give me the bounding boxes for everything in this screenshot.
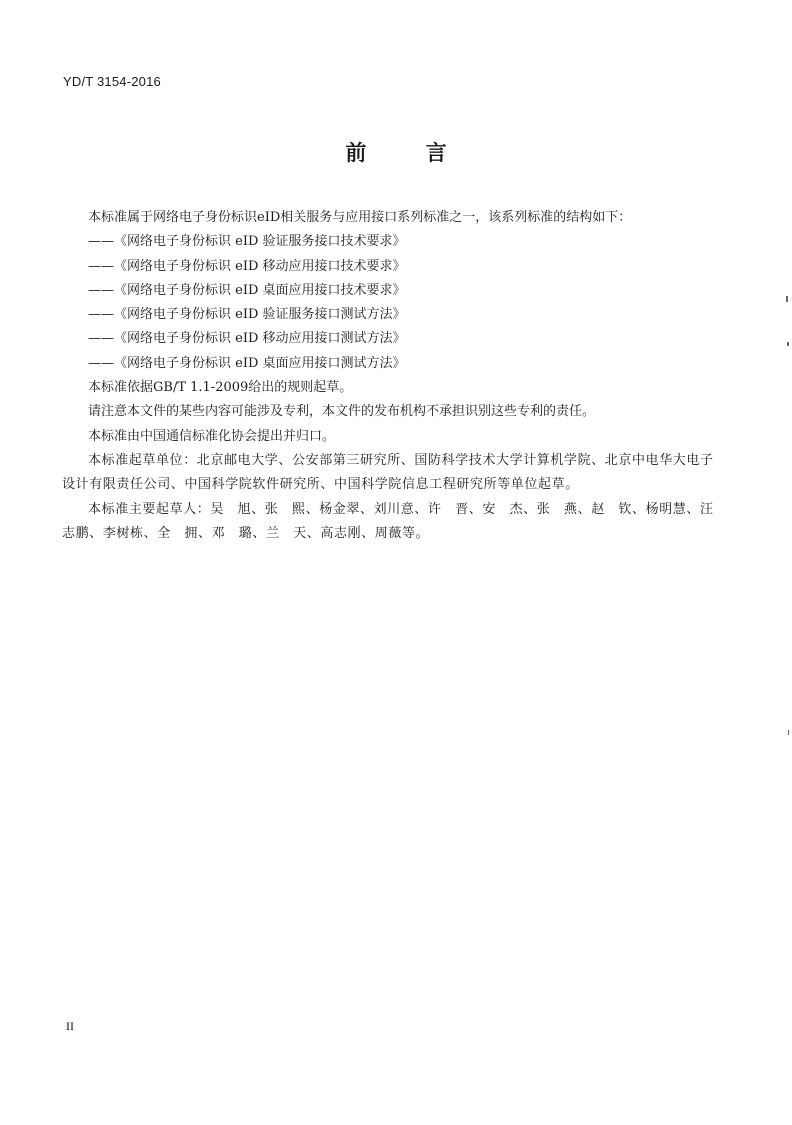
scan-speck bbox=[787, 342, 789, 346]
document-body bbox=[62, 206, 714, 546]
scan-speck bbox=[786, 296, 788, 302]
series-list-item: ——《网络电子身份标识 eID 验证服务接口技术要求》 bbox=[88, 234, 406, 250]
patent-notice-paragraph: 请注意本文件的某些内容可能涉及专利，本文件的发布机构不承担识别这些专利的责任。 bbox=[88, 404, 596, 420]
series-list-item: ——《网络电子身份标识 eID 桌面应用接口技术要求》 bbox=[88, 282, 406, 298]
drafting-rule-paragraph: 本标准依据GB/T 1.1-2009给出的规则起草。 bbox=[88, 380, 353, 396]
series-list-item: ——《网络电子身份标识 eID 验证服务接口测试方法》 bbox=[88, 307, 406, 323]
intro-paragraph: 本标准属于网络电子身份标识eID相关服务与应用接口系列标准之一，该系列标准的结构如下： bbox=[88, 210, 632, 225]
scan-speck bbox=[788, 730, 789, 735]
document-code: YD/T 3154-2016 bbox=[63, 74, 161, 89]
proposer-paragraph: 本标准由中国通信标准化协会提出并归口。 bbox=[88, 428, 336, 444]
series-list-item: ——《网络电子身份标识 eID 桌面应用接口测试方法》 bbox=[88, 355, 406, 371]
drafting-units-paragraph: 本标准起草单位：北京邮电大学、公安部第三研究所、国防科学技术大学计算机学院、北京中电华大电子设计有限责任公司、中国科学院软件研究所、中国科学院信息工程研究所等单位起草。 bbox=[62, 452, 714, 493]
page-number: II bbox=[66, 1019, 74, 1033]
drafters-paragraph: 本标准主要起草人：吴 旭、张 熙、杨金翠、刘川意、许 晋、安 杰、张 燕、赵 钦、杨明慧、汪志鹏、李树栋、全 拥、邓 璐、兰 天、高志刚、周薇等。 bbox=[62, 501, 714, 541]
series-list-item: ——《网络电子身份标识 eID 移动应用接口测试方法》 bbox=[88, 331, 406, 347]
page-title: 前 言 bbox=[345, 141, 473, 165]
series-list-item: ——《网络电子身份标识 eID 移动应用接口技术要求》 bbox=[88, 258, 406, 274]
